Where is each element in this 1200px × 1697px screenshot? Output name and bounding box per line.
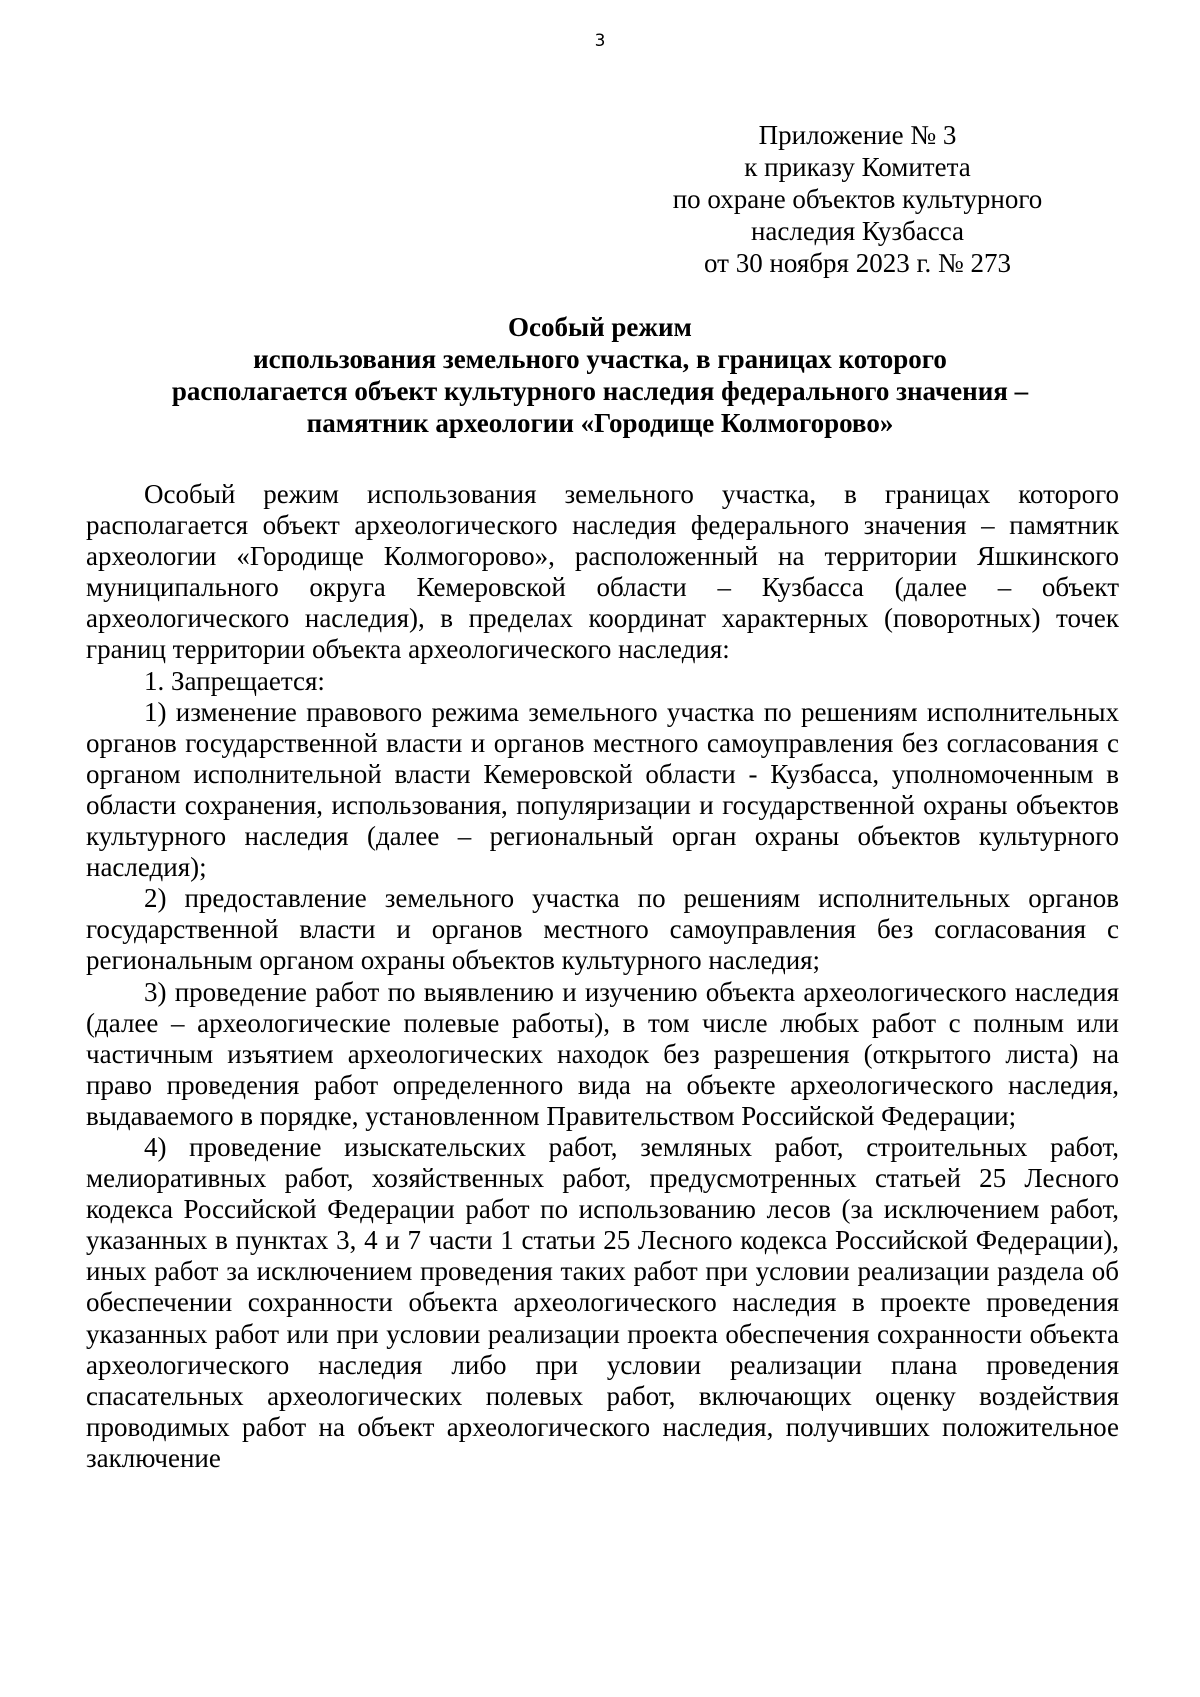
appendix-line: к приказу Комитета — [744, 152, 971, 182]
title-line: использования земельного участка, в границах которого — [253, 344, 947, 374]
title-line: памятник археологии «Городище Колмогорово» — [306, 408, 894, 438]
intro-paragraph: Особый режим использования земельного участка, в границах которого располагается объект археологического наследия федерального значения – памятник археологии «Городище Колмогорово», расположенный на территории Яшкинского муниципального округа Кемеровской области – Кузбасса (далее – объект археологического наследия), в пределах координат характерных (поворотных) точек границ территории объекта археологического наследия: — [86, 479, 1119, 665]
title-line: Особый режим — [508, 312, 692, 342]
section-heading-prohibited: 1. Запрещается: — [144, 665, 325, 696]
page-number: 3 — [594, 31, 606, 51]
document-title — [0, 311, 1200, 439]
title-line: располагается объект культурного наследия федерального значения – — [171, 376, 1029, 406]
appendix-header — [620, 119, 1095, 279]
list-item: 4) проведение изыскательских работ, земляных работ, строительных работ, мелиоративных работ, хозяйственных работ, предусмотренных статьей 25 Лесного кодекса Российской Федерации работ по использованию лесов (за исключением работ, указанных в пунктах 3, 4 и 7 части 1 статьи 25 Лесного кодекса Российской Федерации), иных работ за исключением проведения таких работ при условии реализации раздела об обеспечении сохранности объекта археологического наследия в проекте проведения указанных работ или при условии реализации проекта обеспечения сохранности объекта археологического наследия либо при условии реализации плана проведения спасательных археологических полевых работ, включающих оценку воздействия проводимых работ на объект археологического наследия, получивших положительное заключение — [86, 1131, 1119, 1473]
appendix-line: Приложение № 3 — [758, 120, 957, 150]
list-item: 3) проведение работ по выявлению и изучению объекта археологического наследия (далее – археологические полевые работы), в том числе любых работ с полным или частичным изъятием археологических находок без разрешения (открытого листа) на право проведения работ определенного вида на объекте археологического наследия, выдаваемого в порядке, установленном Правительством Российской Федерации; — [86, 976, 1119, 1131]
list-item: 1) изменение правового режима земельного участка по решениям исполнительных органов государственной власти и органов местного самоуправления без согласования с органом исполнительной власти Кемеровской области - Кузбасса, уполномоченным в области сохранения, использования, популяризации и государственной охраны объектов культурного наследия (далее – региональный орган охраны объектов культурного наследия); — [86, 696, 1119, 883]
appendix-line: по охране объектов культурного — [672, 184, 1043, 214]
appendix-line: от 30 ноября 2023 г. № 273 — [704, 248, 1011, 278]
list-item: 2) предоставление земельного участка по решениям исполнительных органов государственной власти и органов местного самоуправления без согласования с региональным органом охраны объектов культурного наследия; — [86, 883, 1119, 976]
document-body — [86, 479, 1119, 1474]
appendix-line: наследия Кузбасса — [750, 216, 965, 246]
